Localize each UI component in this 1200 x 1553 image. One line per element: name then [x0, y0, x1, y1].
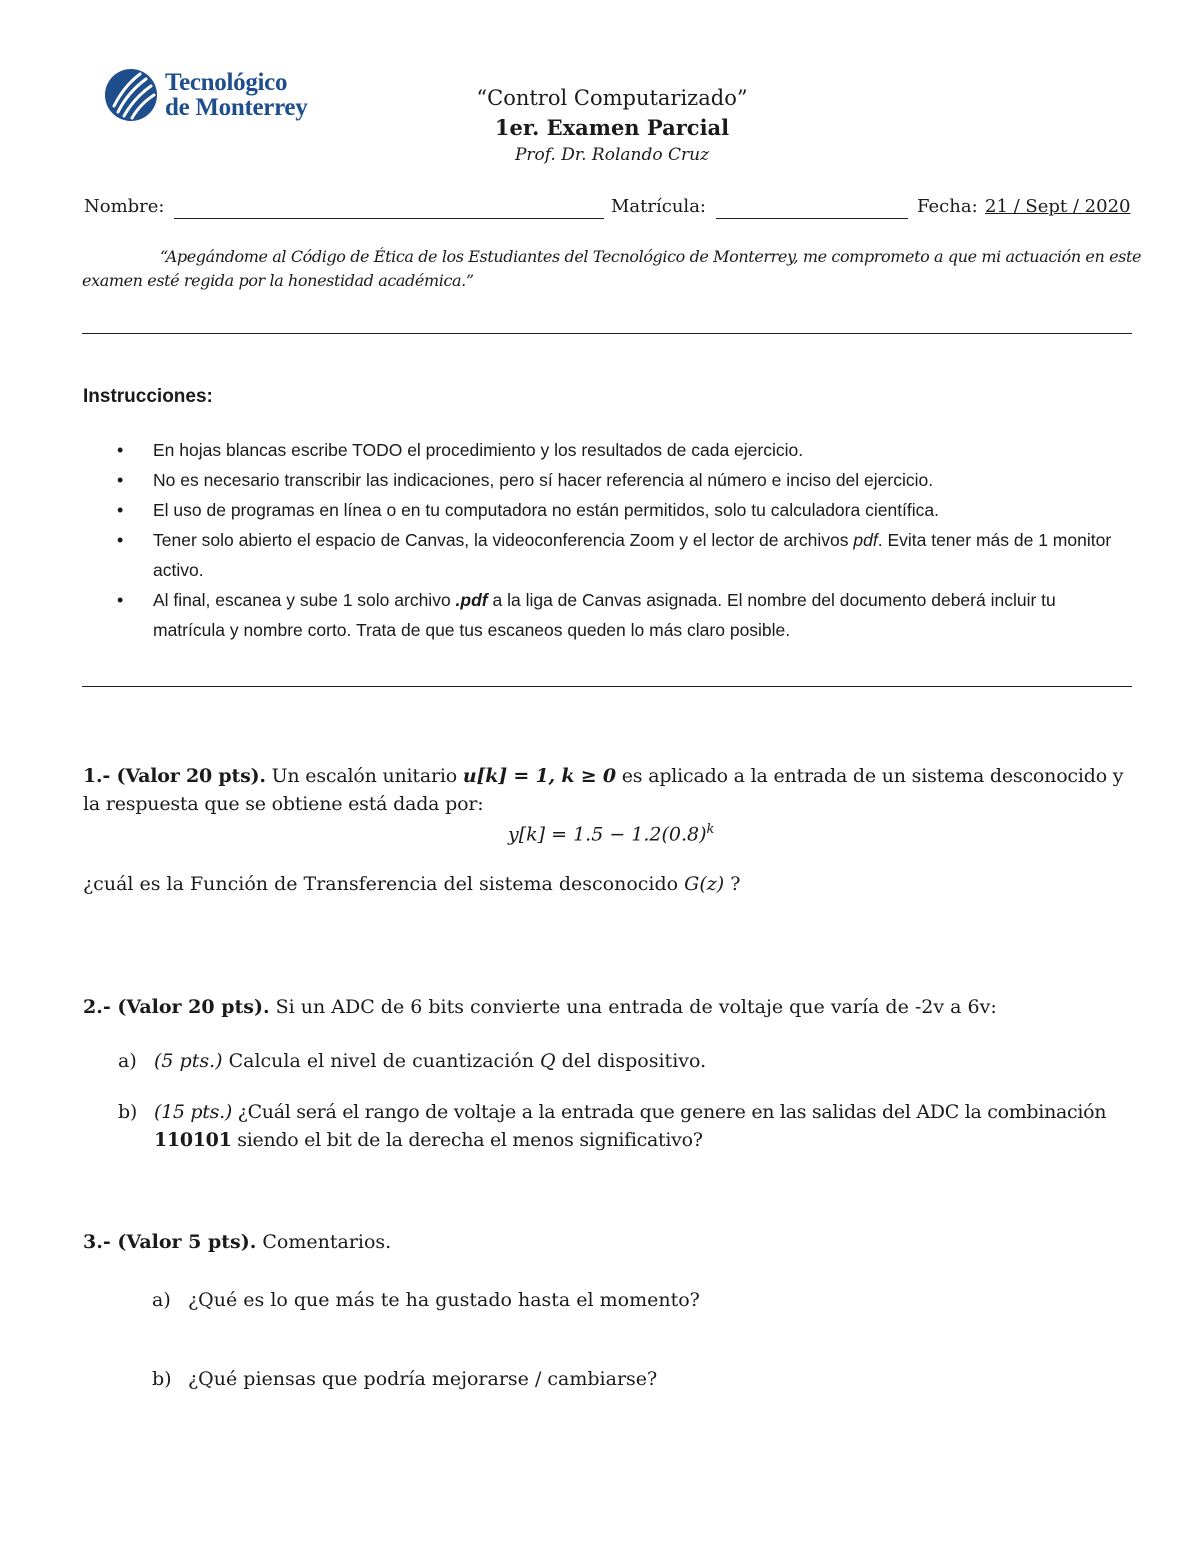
- instructions-title: Instrucciones:: [83, 386, 213, 407]
- instructions-list: [115, 435, 1125, 645]
- bullet-icon: •: [117, 470, 124, 490]
- list-item: • El uso de programas en línea o en tu computadora no están permitidos, solo tu calculadora científica.: [115, 495, 1125, 525]
- question-3: 3.- (Valor 5 pts). Comentarios.: [83, 1231, 392, 1253]
- id-field-line[interactable]: [716, 218, 908, 219]
- bullet-icon: •: [117, 500, 124, 520]
- q2-item-a: a) (5 pts.) Calcula el nivel de cuantización Q del dispositivo.: [118, 1050, 707, 1072]
- question-1: 1.- (Valor 20 pts). Un escalón unitario u[k] = 1, k ≥ 0 es aplicado a la entrada de un sistema desconocido y la respuesta que se obtiene está dada por:: [83, 765, 1124, 815]
- bullet-icon: •: [117, 530, 124, 550]
- bullet-icon: •: [117, 440, 124, 460]
- q2-item-b: b) (15 pts.) ¿Cuál será el rango de voltaje a la entrada que genere en las salidas del ADC la combinación 110101 siendo el bit de la derecha el menos significativo?: [118, 1101, 1107, 1151]
- document-title: “Control Computarizado”: [476, 86, 748, 110]
- name-label: Nombre:: [84, 196, 165, 217]
- date-value: 21 / Sept / 2020: [985, 196, 1131, 217]
- student-fields: [84, 196, 1140, 224]
- q3-item-a: a) ¿Qué es lo que más te ha gustado hasta el momento?: [152, 1289, 700, 1311]
- list-item: • Tener solo abierto el espacio de Canvas, la videoconferencia Zoom y el lector de archivos pdf. Evita tener más de 1 monitor activo.: [115, 525, 1125, 585]
- id-label: Matrícula:: [611, 196, 706, 217]
- bullet-icon: •: [117, 590, 124, 610]
- q3-item-b: b) ¿Qué piensas que podría mejorarse / cambiarse?: [152, 1368, 658, 1390]
- professor-name: Prof. Dr. Rolando Cruz: [514, 145, 710, 165]
- date-label: Fecha:: [917, 196, 978, 217]
- question-2: 2.- (Valor 20 pts). Si un ADC de 6 bits convierte una entrada de voltaje que varía de -2v a 6v:: [83, 996, 997, 1018]
- logo-line-2: de Monterrey: [165, 94, 308, 121]
- list-item: • En hojas blancas escribe TODO el procedimiento y los resultados de cada ejercicio.: [115, 435, 1125, 465]
- exam-subtitle: 1er. Examen Parcial: [494, 115, 730, 140]
- q1-equation: $y[k] = 1.5 - 1.2(0.8)^k$: [508, 822, 715, 846]
- divider-bottom: [82, 686, 1132, 687]
- divider-top: [82, 333, 1132, 334]
- logo-line-1: Tecnológico: [165, 69, 288, 96]
- ethics-pledge: “Apegándome al Código de Ética de los Estudiantes del Tecnológico de Monterrey, me comprometo a que mi actuación en este examen esté regida por la honestidad académica.”: [82, 247, 1142, 290]
- list-item: • No es necesario transcribir las indicaciones, pero sí hacer referencia al número e inciso del ejercicio.: [115, 465, 1125, 495]
- q1-question: ¿cuál es la Función de Transferencia del sistema desconocido G(z) ?: [83, 873, 741, 895]
- name-field-line[interactable]: [174, 218, 604, 219]
- list-item: • Al final, escanea y sube 1 solo archivo .pdf a la liga de Canvas asignada. El nombre del documento deberá incluir tu matrícula y nombre corto. Trata de que tus escaneos queden lo más claro posible.: [115, 585, 1125, 645]
